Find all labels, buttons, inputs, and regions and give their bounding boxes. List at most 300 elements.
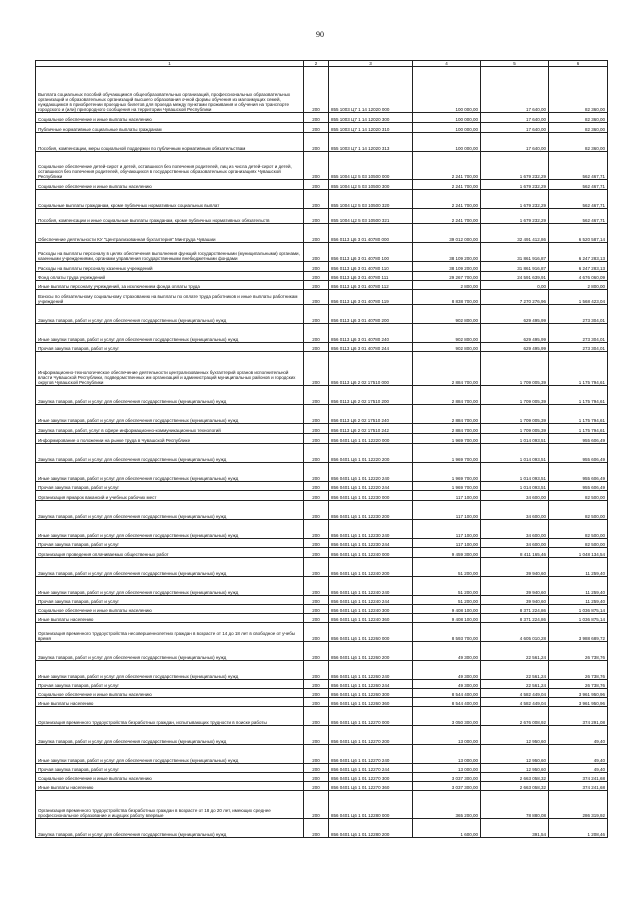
row-code: 200 xyxy=(304,152,329,180)
budget-execution-table xyxy=(35,60,608,838)
row-code: 200 xyxy=(304,605,329,614)
row-executed-amount: 39 940,60 xyxy=(481,577,549,596)
row-unexecuted-amount: 82 360,00 xyxy=(549,67,608,113)
row-code: 200 xyxy=(304,113,329,123)
row-name: Иные выплаты населению xyxy=(36,698,304,707)
row-executed-amount: 7 270 276,96 xyxy=(481,290,549,305)
table-row xyxy=(36,386,608,405)
row-executed-amount: 1 709 005,39 xyxy=(481,352,549,386)
row-approved-amount: 100 000,00 xyxy=(413,113,481,123)
row-approved-amount: 2 884 700,00 xyxy=(413,386,481,405)
row-name: Социальное обеспечение и иные выплаты населению xyxy=(36,605,304,614)
row-code: 200 xyxy=(304,726,329,745)
row-code: 200 xyxy=(304,305,329,324)
row-name: Иные закупки товаров, работ и услуг для обеспечения государственных (муниципальных) нужд xyxy=(36,745,304,764)
column-header: 6 xyxy=(549,61,608,67)
row-code: 200 xyxy=(304,180,329,190)
row-unexecuted-amount: 273 304,01 xyxy=(549,305,608,324)
row-code: 200 xyxy=(304,548,329,558)
row-name: Закупка товаров, работ и услуг для обеспечения государственных (муниципальных) нужд xyxy=(36,558,304,577)
row-unexecuted-amount: 3 961 950,96 xyxy=(549,698,608,707)
row-classification: 855 1003 Ц7 1 14 12020 313 xyxy=(329,133,413,152)
row-executed-amount: 1 014 093,51 xyxy=(481,444,549,463)
row-executed-amount: 629 495,99 xyxy=(481,305,549,324)
row-executed-amount: 1 679 232,29 xyxy=(481,152,549,180)
row-classification: 856 0401 Ц6 1 01 12230 240 xyxy=(329,520,413,539)
row-approved-amount: 8 544 400,00 xyxy=(413,689,481,698)
row-unexecuted-amount: 1 175 794,61 xyxy=(549,424,608,434)
row-classification: 856 0401 Ц6 1 01 12230 200 xyxy=(329,501,413,520)
row-unexecuted-amount: 955 606,49 xyxy=(549,434,608,444)
row-executed-amount: 2 663 058,32 xyxy=(481,782,549,791)
row-code: 200 xyxy=(304,123,329,133)
row-name: Прочая закупка товаров, работ и услуг xyxy=(36,539,304,548)
row-approved-amount: 9 459 300,00 xyxy=(413,548,481,558)
row-unexecuted-amount: 955 606,49 xyxy=(549,444,608,463)
table-row xyxy=(36,305,608,324)
row-name: Организация временного трудоустройства безработных граждан в возрасте от 18 до 20 лет, имеющих среднее профессиональное образование и ищущих работу впервые xyxy=(36,791,304,819)
row-unexecuted-amount: 6 247 283,13 xyxy=(549,262,608,272)
row-executed-amount: 1 679 232,29 xyxy=(481,180,549,190)
row-executed-amount: 2 676 008,92 xyxy=(481,707,549,726)
row-name: Обеспечение деятельности КУ "Централизованная бухгалтерия" Минтруда Чувашии xyxy=(36,224,304,243)
row-approved-amount: 2 241 700,00 xyxy=(413,152,481,180)
row-classification: 856 0401 Ц6 1 01 12260 240 xyxy=(329,661,413,680)
table-row xyxy=(36,726,608,745)
row-name: Информирование о положении на рынке труда в Чувашской Республике xyxy=(36,434,304,444)
row-executed-amount: 4 605 010,28 xyxy=(481,623,549,642)
row-executed-amount: 34 600,00 xyxy=(481,491,549,501)
row-approved-amount: 117 100,00 xyxy=(413,520,481,539)
row-executed-amount: 1 679 232,29 xyxy=(481,190,549,209)
row-executed-amount: 8 371 224,86 xyxy=(481,614,549,623)
row-executed-amount: 1 709 005,39 xyxy=(481,424,549,434)
row-code: 200 xyxy=(304,281,329,290)
row-approved-amount: 51 200,00 xyxy=(413,596,481,605)
row-unexecuted-amount: 955 606,49 xyxy=(549,482,608,491)
row-unexecuted-amount: 1 208,46 xyxy=(549,819,608,838)
row-unexecuted-amount: 26 738,76 xyxy=(549,680,608,689)
row-classification: 856 0401 Ц6 1 01 12270 240 xyxy=(329,745,413,764)
row-approved-amount: 3 037 300,00 xyxy=(413,782,481,791)
row-executed-amount: 17 640,00 xyxy=(481,67,549,113)
table-row xyxy=(36,209,608,224)
table-row xyxy=(36,642,608,661)
row-executed-amount: 78 880,08 xyxy=(481,791,549,819)
row-unexecuted-amount: 11 259,40 xyxy=(549,596,608,605)
row-classification: 856 0113 Ц6 2 02 17510 242 xyxy=(329,424,413,434)
row-code: 200 xyxy=(304,501,329,520)
row-name: Закупка товаров, работ и услуг для обеспечения государственных (муниципальных) нужд xyxy=(36,386,304,405)
row-executed-amount: 22 561,24 xyxy=(481,661,549,680)
row-classification: 856 0401 Ц6 1 01 12230 000 xyxy=(329,491,413,501)
table-row xyxy=(36,352,608,386)
row-code: 200 xyxy=(304,352,329,386)
row-approved-amount: 29 267 700,00 xyxy=(413,272,481,281)
row-classification: 856 0113 Ц6 2 02 17510 240 xyxy=(329,405,413,424)
row-approved-amount: 13 000,00 xyxy=(413,745,481,764)
row-classification: 856 0401 Ц6 1 01 12260 000 xyxy=(329,623,413,642)
row-classification: 856 0113 Ц6 3 01 40780 200 xyxy=(329,305,413,324)
row-name: Прочая закупка товаров, работ и услуг xyxy=(36,680,304,689)
table-row xyxy=(36,614,608,623)
row-unexecuted-amount: 11 259,40 xyxy=(549,558,608,577)
row-approved-amount: 100 000,00 xyxy=(413,123,481,133)
row-unexecuted-amount: 82 500,00 xyxy=(549,520,608,539)
row-approved-amount: 2 241 700,00 xyxy=(413,190,481,209)
row-executed-amount: 391,54 xyxy=(481,819,549,838)
table-row xyxy=(36,791,608,819)
row-name: Организация временного трудоустройства несовершеннолетних граждан в возрасте от 14 до 18 лет в свободное от учебы время xyxy=(36,623,304,642)
table-row xyxy=(36,558,608,577)
table-row xyxy=(36,548,608,558)
table-row xyxy=(36,501,608,520)
row-classification: 856 0113 Ц6 3 01 40780 000 xyxy=(329,224,413,243)
table-row xyxy=(36,698,608,707)
table-row xyxy=(36,605,608,614)
row-classification: 856 0401 Ц6 1 01 12240 360 xyxy=(329,614,413,623)
row-approved-amount: 2 884 700,00 xyxy=(413,352,481,386)
row-executed-amount: 1 014 093,51 xyxy=(481,482,549,491)
row-unexecuted-amount: 6 247 283,13 xyxy=(549,243,608,262)
row-classification: 856 0113 Ц6 2 02 17510 000 xyxy=(329,352,413,386)
row-unexecuted-amount: 82 500,00 xyxy=(549,491,608,501)
row-executed-amount: 34 600,00 xyxy=(481,520,549,539)
row-name: Организация ярмарок вакансий и учебных рабочих мест xyxy=(36,491,304,501)
row-code: 200 xyxy=(304,707,329,726)
row-name: Закупка товаров, работ и услуг для обеспечения государственных (муниципальных) нужд xyxy=(36,501,304,520)
row-classification: 856 0401 Ц6 1 01 12240 240 xyxy=(329,577,413,596)
row-code: 200 xyxy=(304,482,329,491)
row-name: Закупка товаров, работ и услуг для обеспечения государственных (муниципальных) нужд xyxy=(36,305,304,324)
row-classification: 856 0401 Ц6 1 01 12260 360 xyxy=(329,698,413,707)
row-unexecuted-amount: 49,40 xyxy=(549,745,608,764)
row-name: Социальное обеспечение и иные выплаты населению xyxy=(36,773,304,782)
row-approved-amount: 13 000,00 xyxy=(413,726,481,745)
row-executed-amount: 24 591 639,91 xyxy=(481,272,549,281)
row-classification: 856 0401 Ц6 1 01 12220 000 xyxy=(329,434,413,444)
row-name: Выплата социальных пособий обучающимся общеобразовательных организаций, профессиональных образовательных организаций и образовательных организаций высшего образования очной формы обучения из малоимущих семей, нуждающимся в приобретении проездных билетов для проезда между пунктами проживания и обучения на транспорте городского и (или) пригородного сообщения на территории Чувашской Республики xyxy=(36,67,304,113)
row-approved-amount: 117 100,00 xyxy=(413,501,481,520)
row-executed-amount: 1 679 232,29 xyxy=(481,209,549,224)
row-approved-amount: 1 969 700,00 xyxy=(413,482,481,491)
row-classification: 856 0401 Ц6 1 01 12280 000 xyxy=(329,791,413,819)
row-executed-amount: 4 582 449,04 xyxy=(481,698,549,707)
row-unexecuted-amount: 562 467,71 xyxy=(549,190,608,209)
row-unexecuted-amount: 82 500,00 xyxy=(549,501,608,520)
row-unexecuted-amount: 82 500,00 xyxy=(549,539,608,548)
row-approved-amount: 365 200,00 xyxy=(413,791,481,819)
row-approved-amount: 3 050 300,00 xyxy=(413,707,481,726)
row-code: 200 xyxy=(304,661,329,680)
row-code: 200 xyxy=(304,791,329,819)
table-row xyxy=(36,324,608,343)
row-executed-amount: 8 371 224,86 xyxy=(481,605,549,614)
row-name: Фонд оплаты труда учреждений xyxy=(36,272,304,281)
row-unexecuted-amount: 374 291,08 xyxy=(549,707,608,726)
row-approved-amount: 51 200,00 xyxy=(413,577,481,596)
row-code: 200 xyxy=(304,272,329,281)
row-code: 200 xyxy=(304,596,329,605)
row-unexecuted-amount: 1 175 794,61 xyxy=(549,352,608,386)
row-approved-amount: 51 200,00 xyxy=(413,558,481,577)
table-row xyxy=(36,123,608,133)
row-approved-amount: 9 408 100,00 xyxy=(413,614,481,623)
row-name: Иные закупки товаров, работ и услуг для обеспечения государственных (муниципальных) нужд xyxy=(36,661,304,680)
row-unexecuted-amount: 1 175 794,61 xyxy=(549,405,608,424)
table-row xyxy=(36,190,608,209)
row-unexecuted-amount: 562 467,71 xyxy=(549,180,608,190)
row-unexecuted-amount: 562 467,71 xyxy=(549,209,608,224)
column-header: 5 xyxy=(481,61,549,67)
row-executed-amount: 17 640,00 xyxy=(481,133,549,152)
row-code: 200 xyxy=(304,577,329,596)
row-unexecuted-amount: 1 036 875,14 xyxy=(549,605,608,614)
row-classification: 855 1003 Ц7 1 14 12020 310 xyxy=(329,123,413,133)
row-name: Социальное обеспечение и иные выплаты населению xyxy=(36,180,304,190)
row-approved-amount: 49 300,00 xyxy=(413,642,481,661)
row-classification: 856 0401 Ц6 1 01 12240 000 xyxy=(329,548,413,558)
row-name: Иные закупки товаров, работ и услуг для обеспечения государственных (муниципальных) нужд xyxy=(36,405,304,424)
row-name: Публичные нормативные социальные выплаты гражданам xyxy=(36,123,304,133)
row-approved-amount: 2 241 700,00 xyxy=(413,180,481,190)
table-body xyxy=(36,67,608,838)
table-row xyxy=(36,243,608,262)
row-classification: 856 0401 Ц6 1 01 12270 300 xyxy=(329,773,413,782)
row-name: Социальное обеспечение детей-сирот и детей, оставшихся без попечения родителей, лиц из числа детей-сирот и детей, оставшихся без попечения родителей, обучающихся в государственных образовательных организациях Чувашской Республики xyxy=(36,152,304,180)
row-unexecuted-amount: 1 568 423,04 xyxy=(549,290,608,305)
row-name: Пособия, компенсации, меры социальной поддержки по публичным нормативным обязательствам xyxy=(36,133,304,152)
row-name: Взносы по обязательному социальному страхованию на выплаты по оплате труда работников и иные выплаты работникам учреждений xyxy=(36,290,304,305)
row-approved-amount: 117 100,00 xyxy=(413,491,481,501)
row-classification: 856 0113 Ц6 3 01 40780 110 xyxy=(329,262,413,272)
row-approved-amount: 38 109 200,00 xyxy=(413,262,481,272)
row-executed-amount: 4 582 449,04 xyxy=(481,689,549,698)
row-unexecuted-amount: 3 988 689,72 xyxy=(549,623,608,642)
row-classification: 856 0401 Ц6 1 01 12240 244 xyxy=(329,596,413,605)
row-classification: 855 1004 Ц2 5 03 10500 321 xyxy=(329,209,413,224)
row-unexecuted-amount: 3 961 950,96 xyxy=(549,689,608,698)
row-code: 200 xyxy=(304,520,329,539)
row-name: Социальное обеспечение и иные выплаты населению xyxy=(36,689,304,698)
row-name: Иные выплаты персоналу учреждений, за исключением фонда оплаты труда xyxy=(36,281,304,290)
row-executed-amount: 22 561,24 xyxy=(481,680,549,689)
row-unexecuted-amount: 4 676 060,09 xyxy=(549,272,608,281)
row-classification: 856 0113 Ц6 3 01 40780 112 xyxy=(329,281,413,290)
row-code: 200 xyxy=(304,67,329,113)
row-classification: 855 1004 Ц2 5 03 10500 300 xyxy=(329,180,413,190)
row-executed-amount: 1 709 005,39 xyxy=(481,405,549,424)
row-code: 200 xyxy=(304,290,329,305)
row-name: Пособия, компенсации и иные социальные выплаты гражданам, кроме публичных нормативных обязательств xyxy=(36,209,304,224)
row-executed-amount: 629 495,99 xyxy=(481,343,549,352)
row-code: 200 xyxy=(304,764,329,773)
row-code: 200 xyxy=(304,539,329,548)
row-approved-amount: 8 838 700,00 xyxy=(413,290,481,305)
row-classification: 855 1003 Ц7 1 14 12020 000 xyxy=(329,67,413,113)
row-executed-amount: 32 491 412,86 xyxy=(481,224,549,243)
table-row xyxy=(36,262,608,272)
table-row xyxy=(36,661,608,680)
row-code: 200 xyxy=(304,782,329,791)
table-row xyxy=(36,434,608,444)
table-row xyxy=(36,782,608,791)
row-unexecuted-amount: 49,40 xyxy=(549,726,608,745)
table-row xyxy=(36,224,608,243)
row-approved-amount: 1 969 700,00 xyxy=(413,444,481,463)
row-classification: 855 1003 Ц7 1 14 12020 300 xyxy=(329,113,413,123)
row-unexecuted-amount: 26 738,76 xyxy=(549,642,608,661)
row-classification: 856 0401 Ц6 1 01 12260 300 xyxy=(329,689,413,698)
table-row xyxy=(36,680,608,689)
row-code: 200 xyxy=(304,405,329,424)
row-code: 200 xyxy=(304,424,329,434)
row-approved-amount: 1 969 700,00 xyxy=(413,463,481,482)
row-executed-amount: 17 640,00 xyxy=(481,113,549,123)
row-code: 200 xyxy=(304,745,329,764)
row-executed-amount: 1 709 005,39 xyxy=(481,386,549,405)
row-approved-amount: 2 884 700,00 xyxy=(413,424,481,434)
row-unexecuted-amount: 273 304,01 xyxy=(549,343,608,352)
row-approved-amount: 100 000,00 xyxy=(413,133,481,152)
row-executed-amount: 1 014 093,51 xyxy=(481,434,549,444)
row-approved-amount: 9 408 100,00 xyxy=(413,605,481,614)
column-header: 1 xyxy=(36,61,304,67)
row-classification: 856 0401 Ц6 1 01 12220 244 xyxy=(329,482,413,491)
row-name: Иные выплаты населению xyxy=(36,782,304,791)
row-code: 200 xyxy=(304,773,329,782)
table-row xyxy=(36,819,608,838)
row-classification: 856 0401 Ц6 1 01 12270 200 xyxy=(329,726,413,745)
row-executed-amount: 34 600,00 xyxy=(481,501,549,520)
row-approved-amount: 49 300,00 xyxy=(413,680,481,689)
table-row xyxy=(36,113,608,123)
row-classification: 856 0401 Ц6 1 01 12260 200 xyxy=(329,642,413,661)
row-code: 200 xyxy=(304,642,329,661)
row-name: Иные закупки товаров, работ и услуг для обеспечения государственных (муниципальных) нужд xyxy=(36,463,304,482)
row-approved-amount: 902 800,00 xyxy=(413,324,481,343)
row-approved-amount: 38 109 200,00 xyxy=(413,243,481,262)
table-row xyxy=(36,343,608,352)
row-executed-amount: 39 940,60 xyxy=(481,596,549,605)
row-code: 200 xyxy=(304,386,329,405)
row-classification: 856 0401 Ц6 1 01 12220 240 xyxy=(329,463,413,482)
row-unexecuted-amount: 1 175 794,61 xyxy=(549,386,608,405)
row-code: 200 xyxy=(304,623,329,642)
row-approved-amount: 3 037 300,00 xyxy=(413,773,481,782)
row-unexecuted-amount: 562 467,71 xyxy=(549,152,608,180)
table-row xyxy=(36,689,608,698)
table-row xyxy=(36,152,608,180)
row-executed-amount: 31 861 916,87 xyxy=(481,262,549,272)
row-name: Прочая закупка товаров, работ и услуг xyxy=(36,482,304,491)
row-unexecuted-amount: 82 360,00 xyxy=(549,123,608,133)
row-code: 200 xyxy=(304,190,329,209)
row-code: 200 xyxy=(304,558,329,577)
row-name: Прочая закупка товаров, работ и услуг xyxy=(36,596,304,605)
row-name: Закупка товаров, работ и услуг для обеспечения государственных (муниципальных) нужд xyxy=(36,819,304,838)
table-row xyxy=(36,482,608,491)
row-executed-amount: 22 561,24 xyxy=(481,642,549,661)
row-approved-amount: 49 300,00 xyxy=(413,661,481,680)
row-code: 200 xyxy=(304,209,329,224)
row-unexecuted-amount: 49,40 xyxy=(549,764,608,773)
row-unexecuted-amount: 273 304,01 xyxy=(549,324,608,343)
row-name: Иные закупки товаров, работ и услуг для обеспечения государственных (муниципальных) нужд xyxy=(36,324,304,343)
row-code: 200 xyxy=(304,698,329,707)
row-classification: 856 0401 Ц6 1 01 12260 244 xyxy=(329,680,413,689)
row-approved-amount: 100 000,00 xyxy=(413,67,481,113)
row-approved-amount: 2 241 700,00 xyxy=(413,209,481,224)
table-row xyxy=(36,290,608,305)
row-unexecuted-amount: 1 048 134,54 xyxy=(549,548,608,558)
row-unexecuted-amount: 82 360,00 xyxy=(549,133,608,152)
row-unexecuted-amount: 955 606,49 xyxy=(549,463,608,482)
row-name: Информационно-технологическое обеспечение деятельности централизованных бухгалтерий органов исполнительной власти Чувашской Республики, подведомственных им организаций и администраций муниципальных районов и городских округов Чувашской Республики xyxy=(36,352,304,386)
row-unexecuted-amount: 2 800,00 xyxy=(549,281,608,290)
row-code: 200 xyxy=(304,133,329,152)
table-row xyxy=(36,463,608,482)
row-name: Иные закупки товаров, работ и услуг для обеспечения государственных (муниципальных) нужд xyxy=(36,577,304,596)
row-executed-amount: 12 950,60 xyxy=(481,745,549,764)
row-approved-amount: 8 544 400,00 xyxy=(413,698,481,707)
row-code: 200 xyxy=(304,444,329,463)
row-approved-amount: 1 600,00 xyxy=(413,819,481,838)
row-classification: 855 1004 Ц2 5 03 10500 000 xyxy=(329,152,413,180)
row-approved-amount: 117 100,00 xyxy=(413,539,481,548)
row-executed-amount: 12 950,60 xyxy=(481,764,549,773)
row-name: Иные выплаты населению xyxy=(36,614,304,623)
row-approved-amount: 2 800,00 xyxy=(413,281,481,290)
table-row xyxy=(36,520,608,539)
table-row xyxy=(36,577,608,596)
table-row xyxy=(36,764,608,773)
column-header: 3 xyxy=(329,61,413,67)
row-unexecuted-amount: 26 738,76 xyxy=(549,661,608,680)
row-name: Закупка товаров, работ, услуг в сфере информационно-коммуникационных технологий xyxy=(36,424,304,434)
row-code: 200 xyxy=(304,324,329,343)
row-name: Расходы на выплаты персоналу в целях обеспечения выполнения функций государственными (муниципальными) органами, казенными учреждениями, органами управления государственными внебюджетными фондами xyxy=(36,243,304,262)
table-row xyxy=(36,180,608,190)
row-classification: 856 0401 Ц6 1 01 12270 000 xyxy=(329,707,413,726)
table-row xyxy=(36,67,608,113)
row-executed-amount: 12 950,60 xyxy=(481,726,549,745)
row-approved-amount: 2 884 700,00 xyxy=(413,405,481,424)
row-code: 200 xyxy=(304,689,329,698)
row-classification: 856 0113 Ц6 2 02 17510 200 xyxy=(329,386,413,405)
table-row xyxy=(36,707,608,726)
row-code: 200 xyxy=(304,343,329,352)
table-row xyxy=(36,405,608,424)
row-executed-amount: 34 600,00 xyxy=(481,539,549,548)
row-unexecuted-amount: 374 241,68 xyxy=(549,773,608,782)
row-name: Организация проведения оплачиваемых общественных работ xyxy=(36,548,304,558)
row-executed-amount: 1 014 093,51 xyxy=(481,463,549,482)
row-code: 200 xyxy=(304,819,329,838)
table-row xyxy=(36,596,608,605)
table-row xyxy=(36,773,608,782)
row-name: Социальное обеспечение и иные выплаты населению xyxy=(36,113,304,123)
row-approved-amount: 902 800,00 xyxy=(413,343,481,352)
row-code: 200 xyxy=(304,614,329,623)
row-executed-amount: 2 663 058,32 xyxy=(481,773,549,782)
row-classification: 856 0113 Ц6 3 01 40780 111 xyxy=(329,272,413,281)
row-classification: 856 0401 Ц6 1 01 12270 244 xyxy=(329,764,413,773)
row-executed-amount: 629 495,99 xyxy=(481,324,549,343)
row-classification: 856 0401 Ц6 1 01 12230 244 xyxy=(329,539,413,548)
row-classification: 856 0401 Ц6 1 01 12240 200 xyxy=(329,558,413,577)
table-row xyxy=(36,444,608,463)
